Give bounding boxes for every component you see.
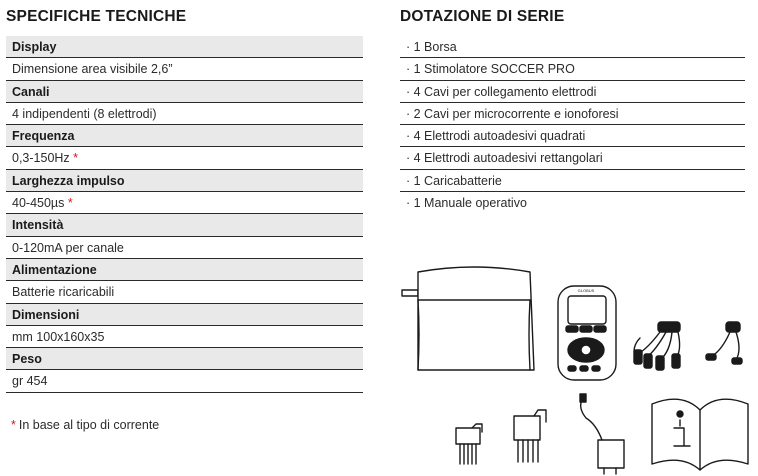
microcurrent-cables-icon bbox=[706, 322, 742, 364]
kit-heading: DOTAZIONE DI SERIE bbox=[400, 8, 565, 25]
spec-value-text: Dimensione area visibile 2,6” bbox=[12, 62, 173, 77]
spec-value-text: Batterie ricaricabili bbox=[12, 285, 115, 300]
kit-item: · 1 Caricabatterie bbox=[400, 170, 745, 192]
footnote-text: In base al tipo di corrente bbox=[18, 418, 160, 432]
footnote-asterisk: * bbox=[11, 418, 16, 432]
spec-value-text: 40-450µs bbox=[12, 196, 65, 211]
kit-item: · 4 Cavi per collegamento elettrodi bbox=[400, 81, 745, 103]
spec-asterisk: * bbox=[73, 151, 79, 166]
spec-label: Larghezza impulso bbox=[6, 170, 363, 192]
kit-illustrations-svg bbox=[390, 258, 758, 476]
kit-item: · 4 Elettrodi autoadesivi quadrati bbox=[400, 125, 745, 147]
spec-value bbox=[6, 281, 363, 303]
spec-label: Intensità bbox=[6, 214, 363, 236]
spec-value bbox=[6, 58, 363, 80]
spec-value-text: mm 100x160x35 bbox=[12, 329, 105, 344]
square-electrode-icon bbox=[456, 424, 482, 464]
manual-icon bbox=[652, 399, 748, 470]
battery-charger-icon bbox=[580, 394, 624, 474]
spec-value bbox=[6, 370, 363, 392]
spec-label: Dimensioni bbox=[6, 304, 363, 326]
device-brand-label: GLOBUS bbox=[577, 288, 595, 293]
kit-item: · 2 Cavi per microcorrente e ionoforesi bbox=[400, 103, 745, 125]
kit-item: · 1 Manuale operativo bbox=[406, 196, 527, 211]
spec-value-text: gr 454 bbox=[12, 374, 48, 389]
stimulator-device-icon bbox=[558, 286, 616, 380]
kit-list bbox=[400, 36, 745, 214]
rectangular-electrode-icon bbox=[514, 410, 546, 462]
spec-value bbox=[6, 237, 363, 259]
spec-label: Frequenza bbox=[6, 125, 363, 147]
footnote bbox=[11, 418, 159, 432]
spec-value-text: 4 indipendenti (8 elettrodi) bbox=[12, 106, 157, 121]
spec-value bbox=[6, 192, 363, 214]
kit-item: · 1 Stimolatore SOCCER PRO bbox=[400, 58, 745, 80]
kit-illustrations bbox=[390, 258, 758, 476]
spec-table bbox=[6, 36, 363, 393]
spec-label: Display bbox=[6, 36, 363, 58]
spec-value bbox=[6, 147, 363, 169]
specs-heading: SPECIFICHE TECNICHE bbox=[6, 8, 187, 25]
spec-asterisk: * bbox=[67, 196, 73, 211]
kit-item: · 1 Borsa bbox=[400, 36, 745, 58]
spec-label: Peso bbox=[6, 348, 363, 370]
spec-value-text: 0-120mA per canale bbox=[12, 240, 124, 255]
spec-value bbox=[6, 103, 363, 125]
spec-value-text: 0,3-150Hz bbox=[12, 151, 70, 166]
electrode-cables-icon bbox=[634, 322, 680, 370]
spec-label: Alimentazione bbox=[6, 259, 363, 281]
bag-icon bbox=[402, 267, 534, 370]
spec-label: Canali bbox=[6, 81, 363, 103]
kit-item: · 4 Elettrodi autoadesivi rettangolari bbox=[400, 147, 745, 169]
spec-value bbox=[6, 326, 363, 348]
